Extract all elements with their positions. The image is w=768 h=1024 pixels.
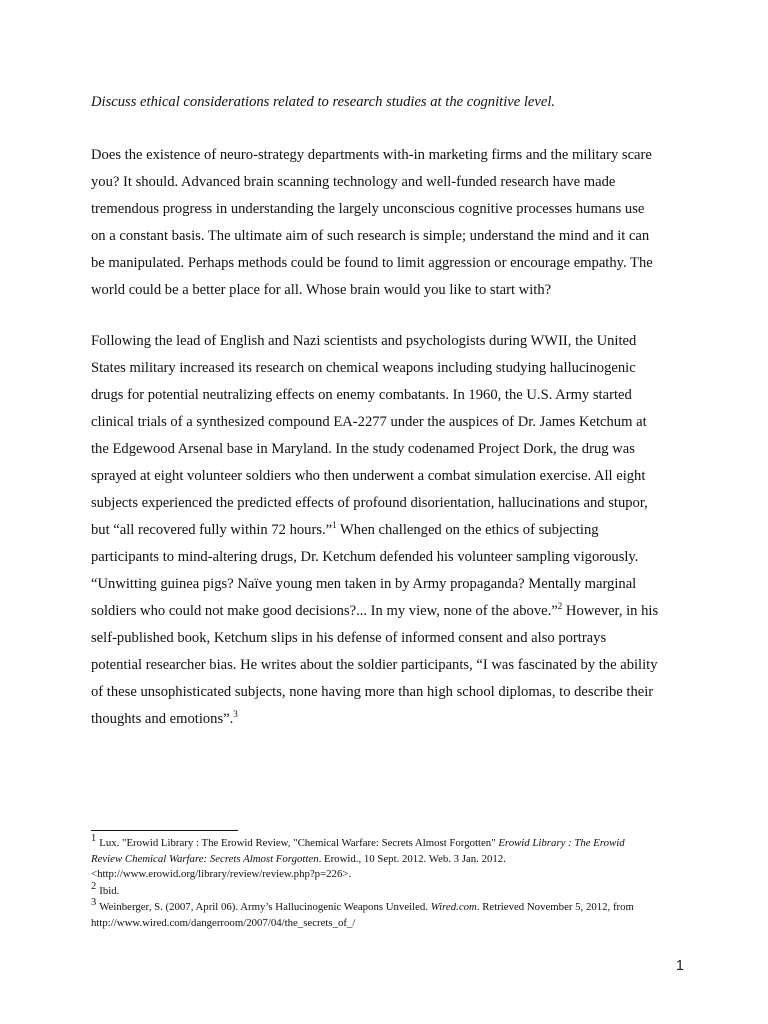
text-segment: . Erowid., 10 Sept. 2012. Web. 3 Jan. 2012. (318, 852, 506, 865)
footnote-ref-2[interactable]: 2 (557, 601, 563, 612)
text-segment: However, in his (562, 603, 659, 619)
text-line: Does the existence of neuro-strategy departments with-in marketing firms and the military scare (91, 147, 652, 163)
footnote-url[interactable]: <http://www.erowid.org/library/review/review.php?p=226>. (91, 868, 352, 880)
source-title: Review Chemical Warfare: Secrets Almost Forgotten (91, 852, 319, 865)
source-title: Erowid Library : The Erowid (498, 837, 625, 849)
text-segment: soldiers who could not make good decisions?... In my view, none of the above.” (91, 603, 558, 619)
text-line: on a constant basis. The ultimate aim of such research is simple; understand the mind and it can (91, 228, 650, 244)
text-line: clinical trials of a synthesized compound EA-2277 under the auspices of Dr. James Ketchum at (91, 414, 647, 430)
text-segment: but “all recovered fully within 72 hours.” (91, 522, 333, 538)
footnote-1 (91, 833, 691, 883)
footnote-mark: 3 (91, 897, 97, 909)
text-line: “Unwitting guinea pigs? Naïve young men taken in by Army propaganda? Mentally marginal (91, 576, 637, 592)
text-line: potential researcher bias. He writes about the soldier participants, “I was fascinated by the ability (91, 657, 658, 673)
text-line (91, 706, 685, 733)
paragraph-intro (91, 142, 685, 304)
text-line: States military increased its research on chemical weapons including studying hallucinogenic (91, 360, 636, 376)
text-segment: Weinberger, S. (2007, April 06). Army’s Hallucinogenic Weapons Unveiled. (99, 901, 431, 913)
text-line: drugs for potential neutralizing effects on enemy combatants. In 1960, the U.S. Army started (91, 387, 632, 403)
footnote-url[interactable]: http://www.wired.com/dangerroom/2007/04/the_secrets_of_/ (91, 916, 356, 929)
text-line: of these unsophisticated subjects, none having more than high school diplomas, to describe their (91, 684, 654, 700)
footnote-ref-3[interactable]: 3 (233, 709, 238, 720)
source-title: Wired.com (430, 901, 477, 913)
footnote-mark: 1 (91, 833, 97, 845)
footnote-separator (91, 830, 238, 831)
text-line: participants to mind-altering drugs, Dr. Ketchum defended his volunteer sampling vigorously. (91, 549, 639, 565)
footnote-mark: 2 (91, 880, 97, 892)
text-segment: thoughts and emotions”. (91, 711, 234, 727)
text-line (91, 833, 691, 852)
text-line: the Edgewood Arsenal base in Maryland. In the study codenamed Project Dork, the drug was (91, 441, 635, 457)
footnote-ref-1[interactable]: 1 (332, 520, 337, 531)
text-segment: . Retrieved November 5, 2012, from (476, 901, 634, 913)
paragraph-history (91, 328, 685, 733)
text-segment: Lux. "Erowid Library : The Erowid Review, "Chemical Warfare: Secrets Almost Forgotten" (99, 837, 499, 849)
text-line: world could be a better place for all. Whose brain would you like to start with? (91, 282, 552, 298)
text-line: self-published book, Ketchum slips in his defense of informed consent and also portrays (91, 630, 607, 646)
text-line: you? It should. Advanced brain scanning technology and well-funded research have made (91, 174, 616, 190)
text-line: Following the lead of English and Nazi scientists and psychologists during WWII, the United (91, 333, 637, 349)
footnote-2 (91, 880, 691, 900)
text-line (91, 598, 685, 625)
text-line: tremendous progress in understanding the largely unconscious cognitive processes humans use (91, 201, 645, 217)
text-line (91, 897, 691, 916)
text-segment: Ibid. (99, 884, 120, 897)
footnote-3 (91, 897, 691, 931)
page-number: 1 (675, 958, 684, 974)
text-line (91, 852, 691, 868)
text-line (91, 517, 685, 544)
text-line (91, 880, 691, 900)
footnotes (91, 833, 691, 932)
essay-question: Discuss ethical considerations related to research studies at the cognitive level. (91, 94, 556, 110)
text-segment: When challenged on the ethics of subjecting (336, 522, 599, 538)
text-line: subjects experienced the predicted effects of profound disorientation, hallucinations and stupor, (91, 495, 648, 511)
text-line: sprayed at eight volunteer soldiers who then underwent a combat simulation exercise. All eight (91, 468, 646, 484)
text-line: be manipulated. Perhaps methods could be found to limit aggression or encourage empathy. The (91, 255, 653, 271)
